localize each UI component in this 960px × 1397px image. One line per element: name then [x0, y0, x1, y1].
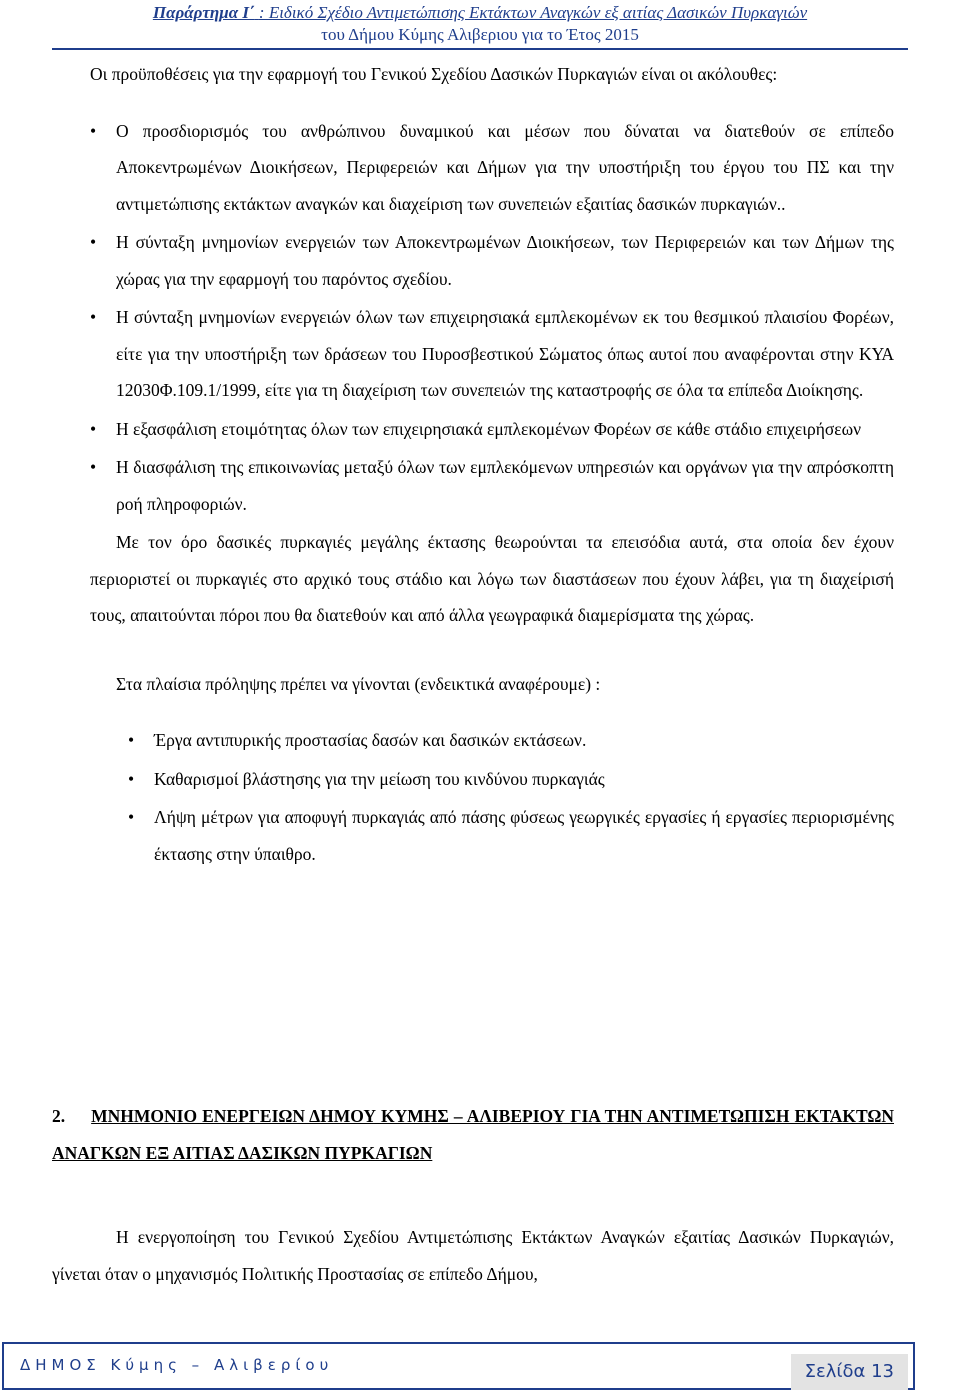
list-item: • Έργα αντιπυρικής προστασίας δασών και δασικών εκτάσεων.: [90, 722, 894, 759]
section-heading: [52, 1098, 894, 1171]
list-item: • Λήψη μέτρων για αποφυγή πυρκαγιάς από πάσης φύσεως γεωργικές εργασίες ή εργασίες περιορισμένης έκτασης στην ύπαιθρο.: [90, 799, 894, 872]
document-body: [90, 56, 894, 874]
list-item: • Ο προσδιορισμός του ανθρώπινου δυναμικού και μέσων που δύναται να διατεθούν σε επίπεδο Αποκεντρωμένων Διοικήσεων, Περιφερειών και Δήμων για την υποστήριξη του έργου του ΠΣ και την αντιμετώπισης εκτάκτων αναγκών και διαχείριση των συνεπειών εξαιτίας δασικών πυρκαγιών..: [90, 113, 894, 223]
footer-municipality: ΔΗΜΟΣ Κύμης – Αλιβερίου: [20, 1356, 334, 1374]
prerequisites-list: [90, 113, 894, 523]
section-title: ΜΝΗΜΟΝΙΟ ΕΝΕΡΓΕΙΩΝ ΔΗΜΟΥ ΚΥΜΗΣ – ΑΛΙΒΕΡΙΟΥ ΓΙΑ ΤΗΝ ΑΝΤΙΜΕΤΩΠΙΣΗ ΕΚΤΑΚΤΩΝ ΑΝΑΓΚΩΝ ΕΞ ΑΙΤΙΑΣ ΔΑΣΙΚΩΝ ΠΥΡΚΑΓΙΩΝ: [52, 1106, 894, 1163]
page-footer: [0, 1342, 960, 1392]
list-item: • Η εξασφάλιση ετοιμότητας όλων των επιχειρησιακά εμπλεκομένων Φορέων σε κάθε στάδιο επιχειρήσεων: [90, 411, 894, 448]
list-item: • Η διασφάλιση της επικοινωνίας μεταξύ όλων των εμπλεκόμενων υπηρεσιών και οργάνων για την απρόσκοπτη ροή πληροφοριών.: [90, 449, 894, 522]
page-header: [0, 2, 960, 46]
list-item: • Καθαρισμοί βλάστησης για την μείωση του κινδύνου πυρκαγιάς: [90, 761, 894, 798]
list-item: • Η σύνταξη μνημονίων ενεργειών όλων των επιχειρησιακά εμπλεκομένων εκ του θεσμικού πλαισίου Φορέων, είτε για την υποστήριξη των δράσεων του Πυροσβεστικού Σώματος όπως αυτοί που αναφέρονται στην ΚΥΑ 12030Φ.109.1/1999, είτε για τη διαχείριση των συνεπειών της καταστροφής σε όλα τα επίπεδα Διοίκησης.: [90, 299, 894, 409]
header-line-1: [0, 2, 960, 24]
list-item: • Η σύνταξη μνημονίων ενεργειών των Αποκεντρωμένων Διοικήσεων, των Περιφερειών και των Δήμων της χώρας για την εφαρμογή του παρόντος σχεδίου.: [90, 224, 894, 297]
section-number: 2.: [52, 1106, 66, 1126]
prevention-intro: Στα πλαίσια πρόληψης πρέπει να γίνονται (ενδεικτικά αναφέρουμε) :: [116, 673, 601, 694]
bullet-icon: •: [90, 457, 97, 477]
header-divider: [52, 48, 908, 50]
header-line-2: του Δήμου Κύμης Αλιβεριου για το Έτος 2015: [321, 25, 639, 44]
bullet-icon: •: [128, 807, 135, 827]
intro-paragraph: Οι προϋποθέσεις για την εφαρμογή του Γενικού Σχεδίου Δασικών Πυρκαγιών είναι οι ακόλουθες:: [90, 64, 778, 84]
appendix-label: Παράρτημα Ι΄: [152, 3, 255, 22]
bullet-icon: •: [90, 120, 97, 141]
bullet-icon: •: [90, 418, 97, 439]
bullet-icon: •: [128, 730, 135, 750]
prevention-list: [90, 722, 894, 872]
bullet-icon: •: [90, 307, 97, 327]
closing-paragraph: Η ενεργοποίηση του Γενικού Σχεδίου Αντιμετώπισης Εκτάκτων Αναγκών εξαιτίας Δασικών Πυρκαγιών, γίνεται όταν ο μηχανισμός Πολιτικής Προστασίας σε επίπεδο Δήμου,: [52, 1227, 894, 1284]
bullet-icon: •: [90, 232, 97, 252]
page-number-badge: Σελίδα 13: [791, 1354, 908, 1390]
header-title: : Ειδικό Σχέδιο Αντιμετώπισης Εκτάκτων Αναγκών εξ αιτίας Δασικών Πυρκαγιών: [258, 3, 808, 22]
bullet-icon: •: [128, 768, 135, 789]
definition-paragraph: Με τον όρο δασικές πυρκαγιές μεγάλης έκτασης θεωρούνται τα επεισόδια αυτά, στα οποία δεν έχουν περιοριστεί οι πυρκαγιές στο αρχικό τους στάδιο και λόγω των διαστάσεων που έχουν λάβει, για τη διαχείρισή τους, απαιτούνται πόροι που θα διατεθούν και από άλλα γεωγραφικά διαμερίσματα της χώρας.: [90, 532, 894, 625]
